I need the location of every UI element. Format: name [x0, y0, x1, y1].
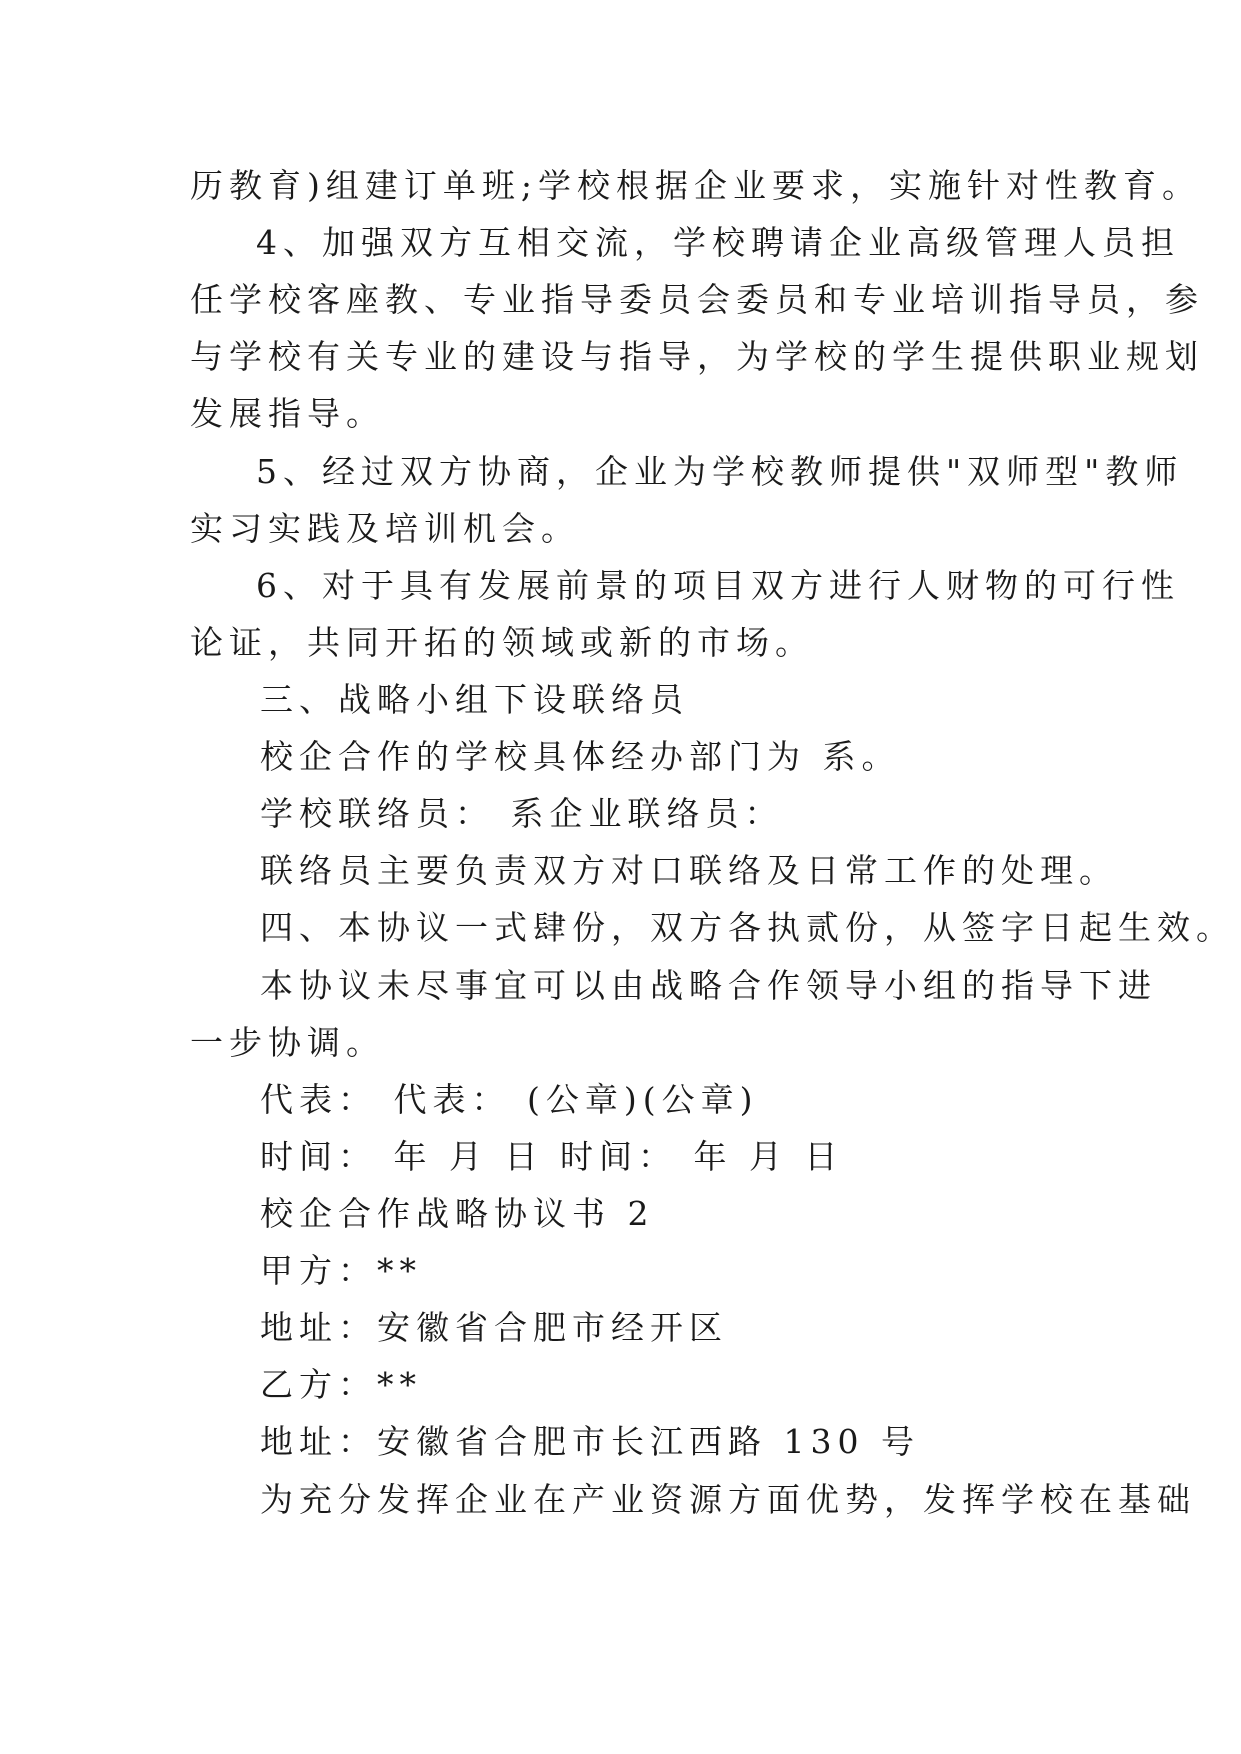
paragraph-line: 学校联络员： 系企业联络员： — [260, 794, 784, 833]
paragraph-line: 任学校客座教、专业指导委员会委员和专业培训指导员，参 — [190, 280, 1204, 319]
paragraph-line: 校企合作的学校具体经办部门为 系。 — [260, 737, 901, 776]
section-heading: 三、战略小组下设联络员 — [260, 680, 689, 719]
party-a-address: 地址：安徽省合肥市经开区 — [260, 1308, 728, 1347]
paragraph-line: 与学校有关专业的建设与指导，为学校的学生提供职业规划 — [190, 337, 1204, 376]
party-b-address: 地址：安徽省合肥市长江西路 130 号 — [260, 1422, 920, 1461]
party-a-line: 甲方：** — [260, 1251, 422, 1290]
document-title: 校企合作战略协议书 2 — [260, 1194, 655, 1233]
paragraph-line: 4、加强双方互相交流，学校聘请企业高级管理人员担 — [256, 223, 1180, 262]
paragraph-line: 为充分发挥企业在产业资源方面优势，发挥学校在基础 — [260, 1480, 1196, 1519]
paragraph-line: 论证，共同开拓的领域或新的市场。 — [190, 623, 814, 662]
paragraph-line: 本协议未尽事宜可以由战略合作领导小组的指导下进 — [260, 966, 1157, 1005]
date-line: 时间： 年 月 日 时间： 年 月 日 — [260, 1137, 844, 1176]
paragraph-line: 一步协调。 — [190, 1023, 385, 1062]
paragraph-line: 实习实践及培训机会。 — [190, 509, 580, 548]
paragraph-line: 联络员主要负责双方对口联络及日常工作的处理。 — [260, 851, 1118, 890]
party-b-line: 乙方：** — [260, 1365, 422, 1404]
signature-line: 代表： 代表： (公章)(公章) — [260, 1080, 759, 1119]
paragraph-line: 历教育)组建订单班;学校根据企业要求，实施针对性教育。 — [190, 166, 1201, 205]
paragraph-line: 发展指导。 — [190, 394, 385, 433]
paragraph-line: 6、对于具有发展前景的项目双方进行人财物的可行性 — [256, 566, 1180, 605]
paragraph-line: 5、经过双方协商，企业为学校教师提供"双师型"教师 — [256, 452, 1184, 491]
section-heading: 四、本协议一式肆份，双方各执贰份，从签字日起生效。 — [260, 908, 1235, 947]
